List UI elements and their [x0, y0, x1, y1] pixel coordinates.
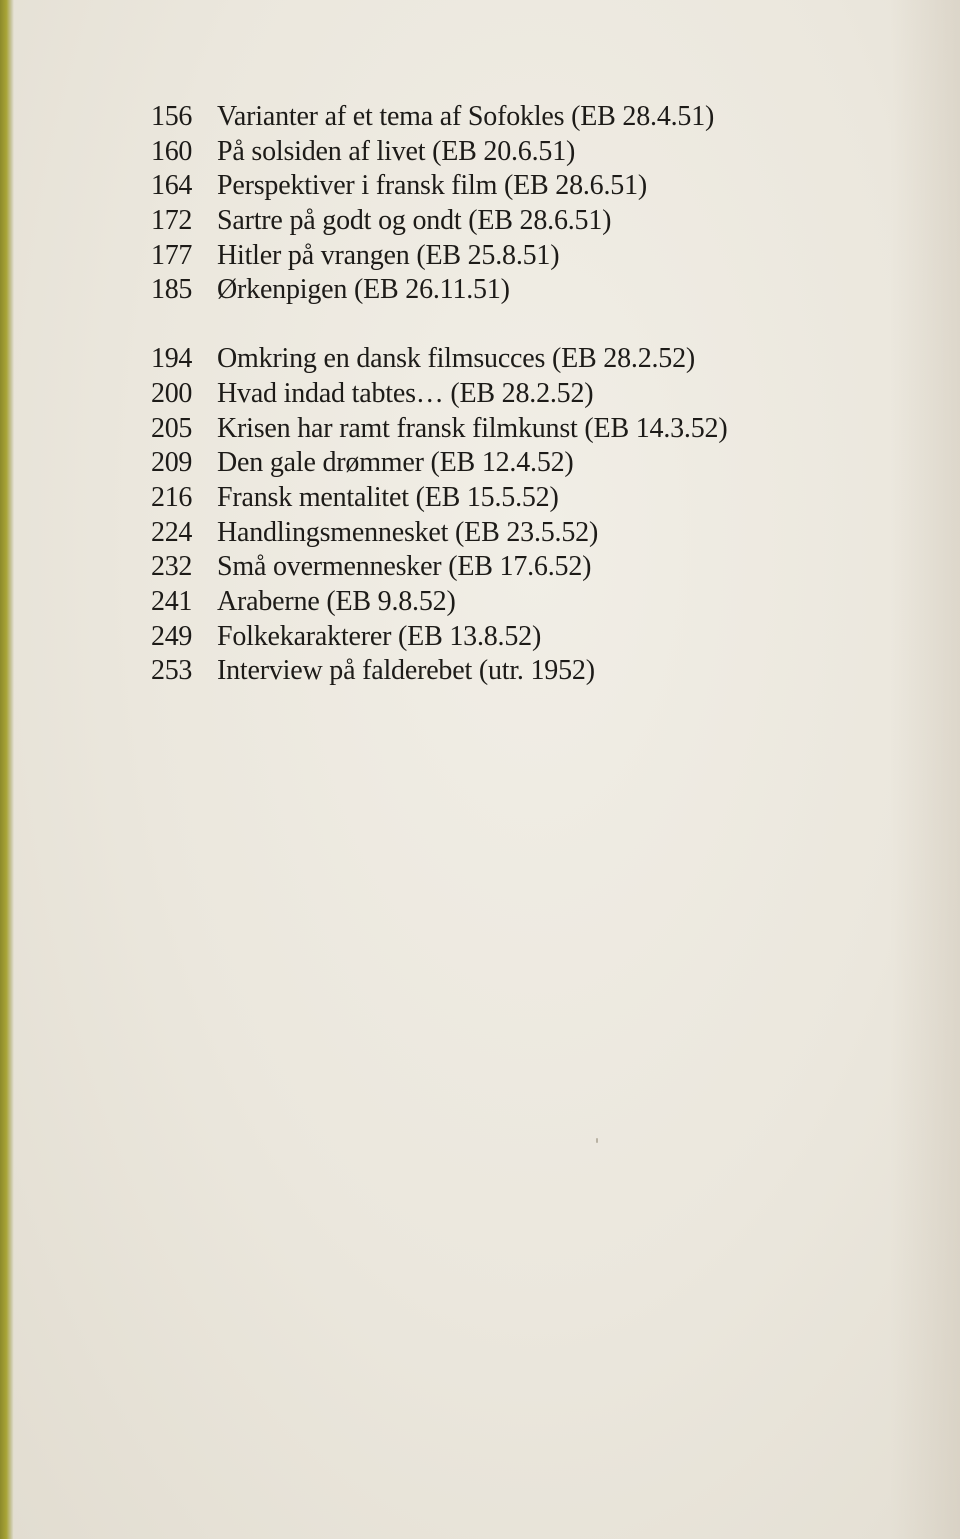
toc-page-number: 200 [151, 377, 193, 409]
toc-entry [151, 100, 727, 135]
paper-speck [596, 1138, 598, 1143]
toc-entry-title: Fransk mentalitet (EB 15.5.52) [217, 481, 559, 513]
toc-entry-title: Interview på falderebet (utr. 1952) [217, 655, 595, 687]
toc-entry-title: Små overmennesker (EB 17.6.52) [217, 551, 592, 583]
toc-entry-title: Perspektiver i fransk film (EB 28.6.51) [217, 170, 648, 202]
toc-page-number: 164 [151, 170, 193, 202]
toc-entry [151, 135, 727, 170]
toc-entry [151, 585, 727, 620]
toc-entry [151, 273, 727, 308]
toc-entry-title: Hitler på vrangen (EB 25.8.51) [217, 239, 560, 271]
toc-entry [151, 239, 727, 274]
toc-group-1951 [151, 100, 727, 308]
toc-page-number: 160 [151, 135, 193, 167]
page-shadow [890, 0, 960, 1539]
toc-entry [151, 550, 727, 585]
toc-page-number: 194 [151, 343, 193, 375]
toc-entry-title: Ørkenpigen (EB 26.11.51) [217, 274, 510, 306]
toc-page-number: 177 [151, 239, 193, 271]
toc-entry [151, 446, 727, 481]
toc-entry [151, 377, 727, 412]
toc-entry [151, 204, 727, 239]
toc-page-number: 216 [151, 481, 193, 513]
toc-page-number: 185 [151, 274, 193, 306]
toc-entry-title: Sartre på godt og ondt (EB 28.6.51) [217, 205, 612, 237]
table-of-contents [151, 100, 727, 689]
toc-entry [151, 342, 727, 377]
book-cover-edge [0, 0, 14, 1539]
toc-page-number: 172 [151, 205, 193, 237]
toc-entry-title: Hvad indad tabtes… (EB 28.2.52) [217, 377, 594, 409]
toc-entry-title: Varianter af et tema af Sofokles (EB 28.4.51) [217, 101, 715, 132]
toc-page-number: 209 [151, 447, 193, 479]
toc-entry [151, 481, 727, 516]
toc-entry [151, 620, 727, 655]
toc-page-number: 205 [151, 412, 193, 444]
toc-entry [151, 169, 727, 204]
toc-page-number: 253 [151, 655, 193, 687]
toc-entry [151, 412, 727, 447]
toc-page-number: 224 [151, 516, 193, 548]
toc-page-number: 156 [151, 101, 193, 132]
toc-group-1952 [151, 342, 727, 689]
toc-entry-title: Araberne (EB 9.8.52) [217, 585, 456, 617]
toc-entry-title: Den gale drømmer (EB 12.4.52) [217, 447, 574, 479]
toc-entry [151, 654, 727, 689]
toc-entry-title: Folkekarakterer (EB 13.8.52) [217, 620, 542, 652]
toc-page-number: 241 [151, 585, 193, 617]
toc-page-number: 249 [151, 620, 193, 652]
toc-entry-title: På solsiden af livet (EB 20.6.51) [217, 135, 576, 167]
toc-entry [151, 516, 727, 551]
toc-entry-title: Krisen har ramt fransk filmkunst (EB 14.3.52) [217, 412, 728, 444]
toc-entry-title: Omkring en dansk filmsucces (EB 28.2.52) [217, 343, 696, 375]
toc-entry-title: Handlingsmennesket (EB 23.5.52) [217, 516, 599, 548]
toc-page-number: 232 [151, 551, 193, 583]
